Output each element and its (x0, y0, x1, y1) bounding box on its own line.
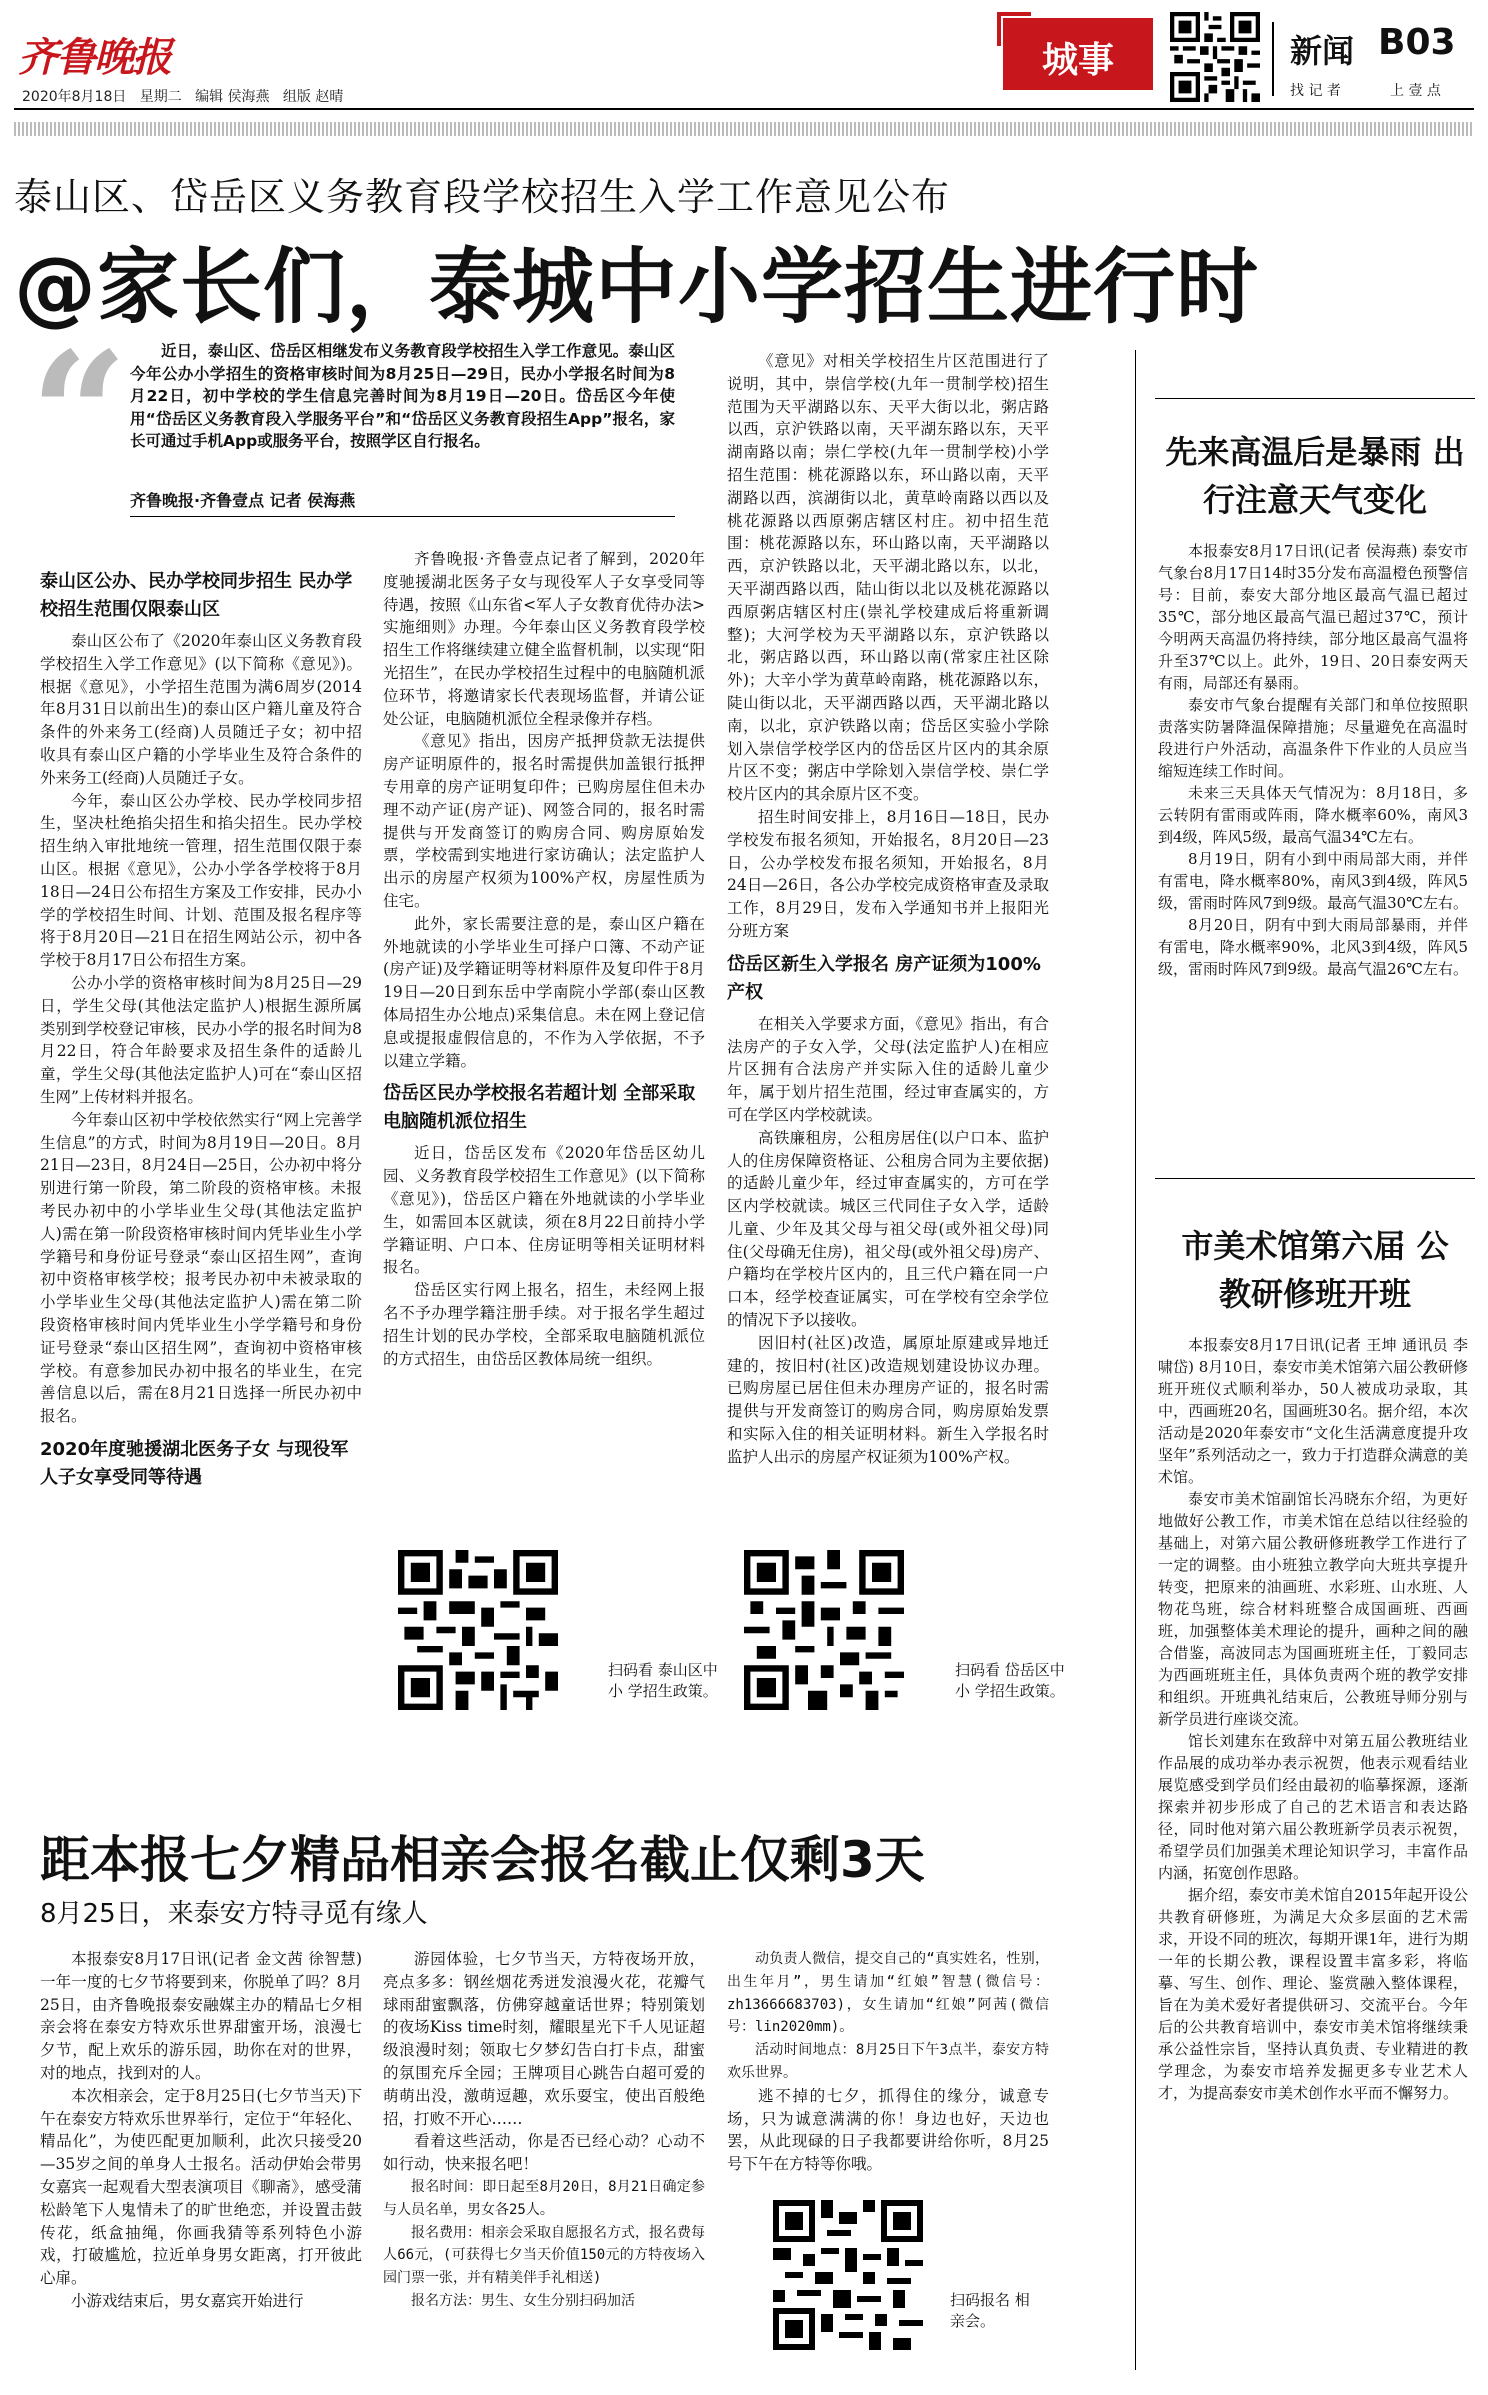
lead-col2 (383, 548, 705, 1370)
weather-para: 8月19日，阴有小到中雨局部大雨，并伴有雷电，降水概率80%，南风3到4级，阵风5级，雷雨时阵风7到9级。最高气温30℃左右。 (1158, 850, 1468, 912)
col1-subhead-2: 2020年度驰援湖北医务子女 与现役军人子女享受同等待遇 (40, 1438, 349, 1488)
col3-para: 在相关入学要求方面，《意见》指出，有合法房产的子女入学，父母(法定监护人)在相应片区拥有合法房产并实际入住的适龄儿童少年，属于划片招生范围，经过审查属实的，方可在学区内学校就读。 (727, 1014, 1049, 1124)
page-number: B03 (1378, 22, 1456, 63)
tagline-right: 上 壹 点 (1390, 83, 1441, 99)
section-badge (1003, 18, 1153, 90)
weather-para: 泰安市气象台提醒有关部门和单位按照职责落实防暑降温保障措施；尽量避免在高温时段进行户外活动，高温条件下作业的人员应当缩短连续工作时间。 (1158, 696, 1468, 780)
masthead-bar (14, 122, 1474, 136)
col2-para: 岱岳区实行网上报名，招生，未经网上报名不予办理学籍注册手续。对于报名学生超过招生计划的民办学校，全部采取电脑随机派位的方式招生，由岱岳区教体局统一组织。 (383, 1281, 705, 1368)
qr-code-icon (773, 2200, 923, 2350)
col2-para: 此外，家长需要注意的是，泰山区户籍在外地就读的小学毕业生可择户口簿、不动产证(房产证)及学籍证明等材料原件及复印件于8月19日—20日到东岳中学南院小学部(泰山区教体局招生办公地点)采集信息。未在网上登记信息或提报虚假信息的，不作为入学依据，不予以建立学籍。 (383, 914, 705, 1070)
header-qr-code (1170, 12, 1260, 102)
masthead-date-line (22, 86, 343, 106)
col2-para: 齐鲁晚报·齐鲁壹点记者了解到，2020年度驰援湖北医务子女与现役军人子女享受同等待遇，按照《山东省<军人子女教育优待办法>实施细则》办理。今年泰山区义务教育段学校招生工作将继续建立健全监督机制，以实现“阳光招生”，在民办学校招生过程中的电脑随机派位环节，将邀请家长代表现场监督，并请公证处公证，电脑随机派位全程录像并存档。 (383, 550, 705, 728)
bottom-col1-para: 本报泰安8月17日讯(记者 金文茜 徐智慧) 一年一度的七夕节将要到来，你脱单了吗？8月25日，由齐鲁晚报泰安融媒主办的精品七夕相亲会将在泰安方特欢乐世界甜蜜开场，浪漫七夕节，配上欢乐的游乐园，助你在对的世界，对的地点，找到对的人。 (40, 1950, 362, 2082)
masthead-logo: 齐鲁晚报 (18, 34, 170, 81)
lead-kicker: 泰山区、岱岳区义务教育段学校招生入学工作意见公布 (14, 175, 951, 219)
art-para: 泰安市美术馆副馆长冯晓东介绍，为更好地做好公教工作，市美术馆在总结以往经验的基础上，对第六届公教研修班教学工作进行了一定的调整。由小班独立教学向大班共享提升转变，把原来的油画班、水彩班、山水班、人物花鸟班，综合材料班整合成国画班、西画班，加强整体美术理论的提升，画种之间的融合借鉴，高波同志为国画班班主任，丁毅同志为西画班班主任，具体负责两个班的教学安排和组织。开班典礼结束后，公教班导师分别与新学员进行座谈交流。 (1158, 1490, 1468, 1728)
editor-credit: 编辑 侯海燕 (195, 89, 270, 105)
weather-para: 8月20日，阴有中到大雨局部暴雨，并伴有雷电，降水概率90%，北风3到4级，阵风5级，雷雨时阵风7到9级。最高气温26℃左右。 (1158, 916, 1468, 978)
lead-col3 (727, 350, 1049, 1469)
weather-para: 本报泰安8月17日讯(记者 侯海燕) 泰安市气象台8月17日14时35分发布高温橙色预警信号：目前，泰安大部分地区最高气温已超过35℃，部分地区最高气温已超过37℃，预计今明两天高温仍将持续，部分地区最高气温将升至37℃以上。此外，19日、20日泰安两天有雨，局部还有暴雨。 (1158, 542, 1468, 692)
art-museum-body (1158, 1334, 1468, 2104)
daiyue-qr-caption: 扫码看 岱岳区中小 学招生政策。 (955, 1661, 1065, 1700)
bottom-col2-para: 报名时间：即日起至8月20日，8月21日确定参与人员名单，男女各25人。 (383, 2178, 705, 2218)
bottom-col3-para: 动负责人微信，提交自己的“真实姓名，性别，出生年月”，男生请加“红娘”智慧(微信号：zh13666683703)，女生请加“红娘”阿茜(微信号：lin2020mm)。 (727, 1951, 1049, 2036)
art-para: 据介绍，泰安市美术馆自2015年起开设公共教育研修班，为满足大众多层面的艺术需求，开设不同的班次，每期开课1年，进行为期一年的长期公教，课程设置丰富多彩，将临摹、写生、创作、理论、鉴赏融入整体课程，旨在为美术爱好者提供研习、交流平台。今年后的公共教育培训中，泰安市美术馆将继续秉承公益性宗旨，坚持认真负责、专业精进的教学理念，为泰安市培养发掘更多专业艺术人才，为提高泰安市美术创作水平而不懈努力。 (1158, 1886, 1468, 2102)
taishan-policy-qr-code[interactable] (398, 1550, 558, 1710)
layout-credit: 组版 赵晴 (282, 89, 344, 105)
bottom-col2-para: 报名方法：男生、女生分别扫码加活 (411, 2292, 635, 2309)
col3-para: 高铁廉租房，公租房居住(以户口本、监护人的住房保障资格证、公租房合同为主要依据)的适龄儿童少年，经过审查属实的，方可在学区内学校就读。城区三代同住子女入学，适龄儿童、少年及其父母与祖父母(或外祖父母)同住(父母确无住房)，祖父母(或外祖父母)房产、户籍均在学校片区内的，且三代户籍在同一户口本，经学校查证属实，可在学校有空余学位的情况下予以接收。 (727, 1128, 1049, 1330)
lead-byline: 齐鲁晚报·齐鲁壹点 记者 侯海燕 (130, 491, 356, 510)
col1-para: 公办小学的资格审核时间为8月25日—29日，学生父母(其他法定监护人)根据生源所属类别到学校登记审核，民办小学的报名时间为8月22日，符合年龄要求及招生条件的适龄儿童，学生父母(其他法定监护人)可在“泰山区招生网”上传材料并报名。 (40, 973, 362, 1106)
col3-para: 招生时间安排上，8月16日—18日，民办学校发布报名须知，开始报名，8月20日—23日，公办学校发布报名须知，开始报名，8月24日—26日，各公办学校完成资格审查及录取工作，8月29日，发布入学通知书并上报阳光分班方案 (727, 807, 1049, 940)
col2-para: 近日，岱岳区发布《2020年岱岳区幼儿园、义务教育段学校招生工作意见》(以下简称《意见》)，岱岳区户籍在外地就读的小学毕业生，如需回本区就读，须在8月22日前持小学学籍证明、户口本、住房证明等相关证明材料报名。 (383, 1144, 705, 1277)
bottom-col2 (383, 1948, 705, 2313)
bottom-subhead: 8月25日，来泰安方特寻觅有缘人 (40, 1899, 428, 1929)
art-para: 本报泰安8月17日讯(记者 王坤 通讯员 李啸岱) 8月10日，泰安市美术馆第六届公教研修班开班仪式顺利举办，50人被成功录取，其中，西画班20名，国画班30名。据介绍，本次活动是2020年泰安市“文化生活满意度提升攻坚年”系列活动之一，致力于打造群众满意的美术馆。 (1158, 1336, 1468, 1486)
lead-col1 (40, 560, 362, 1498)
col1-para: 今年，泰山区公办学校、民办学校同步招生，坚决杜绝掐尖招生和掐尖招生。民办学校招生纳入审批地统一管理，招生范围仅限于泰山区。根据《意见》，公办小学各学校将于8月18日—24日公布招生方案及工作安排，民办小学的学校招生时间、计划、范围及报名程序等将于8月20日—21日在招生网站公示，初中各学校于8月17日公布招生方案。 (40, 791, 362, 970)
daiyue-policy-qr-code[interactable] (744, 1550, 904, 1710)
lead-headline: @家长们，泰城中小学招生进行时 (14, 240, 1260, 335)
col1-para: 泰山区公布了《2020年泰山区义务教育段学校招生入学工作意见》(以下简称《意见》)。根据《意见》，小学招生范围为满6周岁(2014年8月31日以前出生)的泰山区户籍儿童及符合条件的外来务工(经商)人员随迁子女；初中招收具有泰山区户籍的小学毕业生及符合条件的外来务工(经商)人员随迁子女。 (40, 632, 362, 787)
quote-mark-icon: “ (30, 315, 128, 515)
col3-subhead: 岱岳区新生入学报名 房产证须为100%产权 (727, 953, 1041, 1003)
lead-intro: 近日，泰山区、岱岳区相继发布义务教育段学校招生入学工作意见。泰山区今年公办小学招生的资格审核时间为8月25日—29日，民办小学报名时间为8月22日，初中学校的学生信息完善时间为8月19日—20日。岱岳区今年使用“岱岳区义务教育段入学服务平台”和“岱岳区义务教育段招生App”报名，家长可通过手机App或服务平台，按照学区自行报名。 (130, 342, 675, 450)
col1-subhead: 泰山区公办、民办学校同步招生 民办学校招生范围仅限泰山区 (40, 571, 353, 620)
page-category: 新闻 (1290, 32, 1355, 70)
bottom-col2-para: 游园体验，七夕节当天，方特夜场开放，亮点多多：钢丝烟花秀迸发浪漫火花，花瓣气球雨甜蜜飘落，仿佛穿越童话世界；特别策划的夜场Kiss time时刻，耀眼星光下千人见证超级浪漫时刻；领取七夕梦幻告白打卡点，甜蜜的氛围充斥全园；王牌项目心跳告白超可爱的萌萌出没，激萌逗趣，欢乐耍宝，使出百般绝招，打败不开心…… (383, 1950, 705, 2128)
signup-qr-caption: 扫码报名 相亲会。 (950, 2291, 1030, 2330)
bottom-col3 (727, 1948, 1049, 2176)
art-museum-headline: 市美术馆第六届 公教研修班开班 (1181, 1227, 1449, 1313)
bottom-col3-para: 逃不掉的七夕，抓得住的缘分，诚意专场，只为诚意满满的你！身边也好，天边也罢，从此现碌的日子我都要讲给你听，8月25号下午在方特等你哦。 (727, 2086, 1049, 2174)
qr-code-icon (744, 1550, 904, 1710)
col3-para: 《意见》对相关学校招生片区范围进行了说明，其中，崇信学校(九年一贯制学校)招生范围为天平湖路以东、天平大街以北，粥店路以西，京沪铁路以南，天平湖东路以东，天平湖南路以南；崇仁学校(九年一贯制学校)小学招生范围：桃花源路以东，环山路以南，天平湖路以西，滨湖街以北，黄草岭南路以西以及桃花源路以西原粥店辖区村庄。初中招生范围：桃花源路以东，环山路以南，天平湖路以西，京沪铁路以北，天平湖北路以东，以北，天平湖西路以西，陆山街以北以及桃花源路以西原粥店辖区村庄(崇礼学校建成后将重新调整)；大河学校为天平湖路以东，京沪铁路以北，粥店路以西，环山路以南(常家庄社区除外)；大辛小学为黄草岭南路，桃花源路以东，陡山街以北，天平湖西路以西，天平湖北路以南，以北，京沪铁路以南；岱岳区实验小学除划入崇信学校学区内的岱岳区片区内的其余原片区不变；粥店中学除划入崇信学校、崇仁学校片区内的其余原片区不变。 (727, 352, 1049, 804)
weather-body (1158, 540, 1468, 980)
taishan-qr-caption: 扫码看 泰山区中小 学招生政策。 (608, 1661, 718, 1700)
section-label: 城事 (1041, 40, 1114, 81)
bottom-col1-para: 小游戏结束后，男女嘉宾开始进行 (71, 2291, 304, 2310)
bottom-col2-para: 看着这些活动，你是否已经心动？心动不如行动，快来报名吧！ (383, 2132, 705, 2174)
qr-code-icon (398, 1550, 558, 1710)
issue-date: 2020年8月18日 (22, 89, 127, 105)
bottom-headline: 距本报七夕精品相亲会报名截止仅剩3天 (40, 1831, 925, 1889)
col3-para: 因旧村(社区)改造，属原址原建或异地迁建的，按旧村(社区)改造规划建设协议办理。已购房屋已居住但未办理房产证的，报名时需提供与开发商签订的购房合同，购房原始发票和实际入住的相关证明材料。新生入学报名时监护人出示的房屋产权证须为100%产权。 (727, 1333, 1049, 1466)
art-para: 馆长刘建东在致辞中对第五届公教班结业作品展的成功举办表示祝贺，他表示观看结业展览感受到学员们经由最初的临摹探源，逐渐探索并初步形成了自己的艺术语言和表达路径，同时他对第六届公教班新学员表示祝贺，希望学员们加强美术理论知识学习，丰富作品内涵，拓宽创作思路。 (1158, 1732, 1468, 1882)
weather-headline: 先来高温后是暴雨 出行注意天气变化 (1165, 433, 1465, 519)
bottom-col2-para: 报名费用：相亲会采取自愿报名方式，报名费每人66元，(可获得七夕当天价值150元的方特夜场入园门票一张，并有精美伴手礼相送) (383, 2224, 705, 2287)
col1-para: 今年泰山区初中学校依然实行“网上完善学生信息”的方式，时间为8月19日—20日。8月21日—23日，8月24日—25日，公办初中将分别进行第一阶段，第二阶段的资格审核。未报考民办初中的小学毕业生父母(其他法定监护人)需在第一阶段资格审核时间内凭毕业生小学学籍号和身份证号登录“泰山区招生网”，查询初中资格审核学校；报考民办初中未被录取的小学毕业生父母(其他法定监护人)需在第二阶段资格审核时间内凭毕业生小学学籍号和身份证号登录“泰山区招生网”，查询初中资格审核学校。有意参加民办初中报名的毕业生，在完善信息以后，需在8月21日选择一所民办初中报名。 (40, 1110, 362, 1426)
bottom-col3-para: 活动时间地点：8月25日下午3点半，泰安方特欢乐世界。 (727, 2042, 1049, 2081)
bottom-col1 (40, 1948, 362, 2313)
issue-weekday: 星期二 (139, 89, 182, 105)
col2-subhead: 岱岳区民办学校报名若超计划 全部采取电脑随机派位招生 (383, 1083, 696, 1133)
qr-code-icon (1170, 12, 1260, 102)
signup-qr-code[interactable] (773, 2200, 923, 2350)
tagline-left: 找 记 者 (1290, 83, 1341, 99)
col2-para: 《意见》指出，因房产抵押贷款无法提供房产证明原件的，报名时需提供加盖银行抵押专用章的房产证明复印件；已购房屋住但未办理不动产证(房产证)、网签合同的，报名时需提供与开发商签订的购房合同、购房原始发票，学校需到实地进行家访确认；法定监护人出示的房屋产权须为100%产权，房屋性质为住宅。 (383, 732, 705, 910)
bottom-col1-para: 本次相亲会，定于8月25日(七夕节当天)下午在泰安方特欢乐世界举行，定位于“年轻化、精品化”，为使匹配更加顺利，此次只接受20—35岁之间的单身人士报名。活动伊始会带男女嘉宾一起观看大型表演项目《聊斋》，感受蒲松龄笔下人鬼情未了的旷世绝恋，并设置击鼓传花，纸盒抽绳，你画我猜等系列特色小游戏，打破尴尬，拉近单身男女距离，打开彼此心扉。 (40, 2086, 362, 2288)
weather-para: 未来三天具体天气情况为：8月18日，多云转阴有雷雨或阵雨，降水概率60%，南风3到4级，阵风5级，最高气温34℃左右。 (1158, 784, 1468, 846)
